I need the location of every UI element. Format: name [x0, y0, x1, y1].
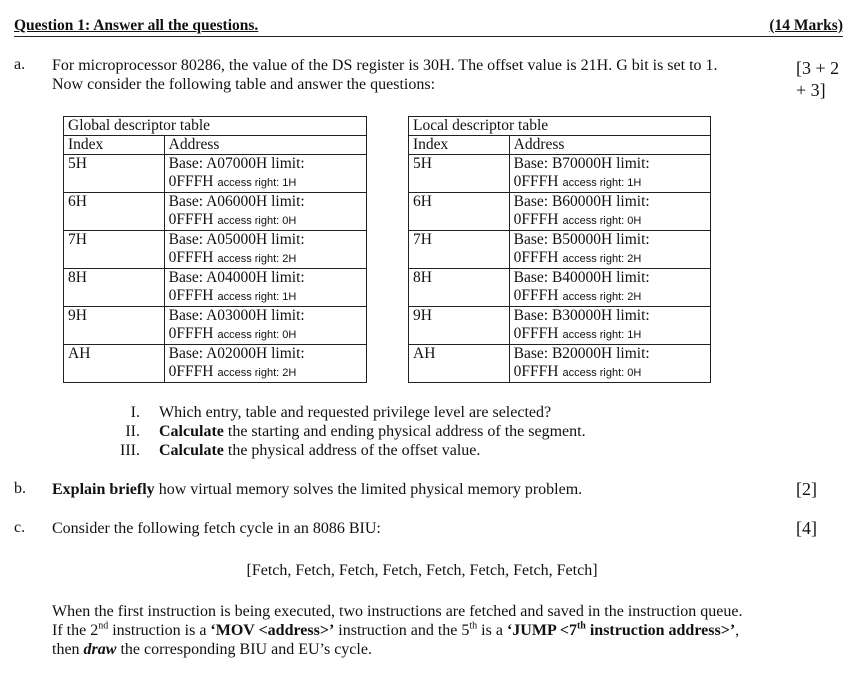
part-a-text [52, 56, 792, 94]
part-b-marks: [2] [796, 479, 817, 499]
address-cell [164, 307, 366, 345]
limit-text: 0FFFH [513, 287, 559, 304]
fetch-cycle: [Fetch, Fetch, Fetch, Fetch, Fetch, Fetch, Fetch, Fetch] [246, 562, 598, 579]
access-text: access right: 0H [562, 215, 642, 227]
limit-text: 0FFFH [513, 211, 559, 228]
part-b-label: b. [14, 480, 26, 497]
index-cell: 6H [64, 193, 165, 231]
local-table-caption: Local descriptor table [409, 117, 711, 136]
address-cell [509, 193, 710, 231]
table-row [64, 307, 367, 345]
local-descriptor-table [408, 116, 711, 383]
access-text: access right: 2H [562, 291, 642, 303]
base-text: Base: A07000H limit: [168, 155, 305, 172]
limit-text: 0FFFH [513, 325, 559, 342]
index-cell: 8H [64, 269, 165, 307]
address-cell [164, 231, 366, 269]
part-a-line1: For microprocessor 80286, the value of the DS register is 30H. The offset value is 21H. G bit is set to 1. [52, 57, 718, 74]
table-row [64, 231, 367, 269]
index-cell: 5H [64, 155, 165, 193]
address-cell [164, 155, 366, 193]
limit-text: 0FFFH [168, 249, 214, 266]
part-a-label: a. [14, 56, 26, 73]
table-row [409, 345, 711, 383]
base-text: Base: A04000H limit: [168, 269, 305, 286]
part-c-line3 [52, 640, 852, 659]
superscript: nd [98, 620, 109, 632]
part-b-body: how virtual memory solves the limited physical memory problem. [154, 481, 583, 498]
index-cell: 6H [409, 193, 510, 231]
subquestion-number: I. [130, 404, 140, 421]
part-c-line1: When the first instruction is being executed, two instructions are fetched and saved in the instruction queue. [52, 603, 743, 620]
table-row [409, 193, 711, 231]
limit-text: 0FFFH [513, 249, 559, 266]
draw-emphasis: draw [83, 641, 117, 658]
limit-text: 0FFFH [513, 173, 559, 190]
address-cell [509, 231, 710, 269]
superscript: th [576, 620, 586, 632]
global-table-caption: Global descriptor table [64, 117, 367, 136]
part-a-marks-line1: [3 + 2 [796, 58, 840, 78]
index-cell: 8H [409, 269, 510, 307]
local-col-index: Index [409, 136, 510, 155]
table-row [409, 269, 711, 307]
base-text: Base: B70000H limit: [513, 155, 650, 172]
access-text: access right: 0H [217, 329, 297, 341]
index-cell: 9H [409, 307, 510, 345]
local-col-address: Address [509, 136, 710, 155]
limit-text: 0FFFH [168, 325, 214, 342]
access-text: access right: 1H [217, 291, 297, 303]
address-cell [509, 345, 710, 383]
table-row [64, 345, 367, 383]
subquestion-text: the starting and ending physical address of the segment. [223, 423, 586, 440]
list-item [100, 403, 740, 422]
table-row [409, 155, 711, 193]
base-text: Base: A03000H limit: [168, 307, 305, 324]
jump-instruction-end: instruction address>’ [585, 622, 736, 639]
text-run: the corresponding BIU and EU’s cycle. [116, 641, 372, 658]
table-row [409, 231, 711, 269]
access-text: access right: 1H [217, 177, 297, 189]
limit-text: 0FFFH [168, 287, 214, 304]
base-text: Base: B30000H limit: [513, 307, 650, 324]
superscript: th [469, 620, 478, 632]
part-b-text [52, 480, 582, 499]
subquestion-number: III. [120, 442, 140, 459]
global-descriptor-table [63, 116, 367, 383]
access-text: access right: 2H [217, 253, 297, 265]
subquestion-text: the physical address of the offset value. [223, 442, 481, 459]
index-cell: 7H [409, 231, 510, 269]
base-text: Base: B50000H limit: [513, 231, 650, 248]
part-c-label: c. [14, 519, 26, 536]
list-item [100, 441, 740, 460]
text-run: , [735, 622, 740, 639]
address-cell [164, 193, 366, 231]
index-cell: 7H [64, 231, 165, 269]
jump-instruction: ‘JUMP <7 [506, 622, 577, 639]
table-row [409, 307, 711, 345]
list-item [100, 422, 740, 441]
index-cell: 9H [64, 307, 165, 345]
part-b-bold: Explain briefly [52, 481, 155, 498]
address-cell [509, 307, 710, 345]
subquestion-text: Which entry, table and requested privilege level are selected? [159, 404, 552, 421]
base-text: Base: A05000H limit: [168, 231, 305, 248]
table-row [64, 269, 367, 307]
limit-text: 0FFFH [168, 173, 214, 190]
global-col-address: Address [164, 136, 366, 155]
address-cell [509, 155, 710, 193]
part-c-text: Consider the following fetch cycle in an 8086 BIU: [52, 520, 381, 537]
question-marks: (14 Marks) [769, 17, 843, 34]
text-run: is a [477, 622, 507, 639]
access-text: access right: 1H [562, 329, 642, 341]
part-a-marks-line2: + 3] [796, 80, 826, 100]
text-run: instruction is a [108, 622, 211, 639]
text-run: If the 2 [52, 622, 99, 639]
text-run: instruction and the 5 [334, 622, 470, 639]
base-text: Base: B40000H limit: [513, 269, 650, 286]
access-text: access right: 0H [217, 215, 297, 227]
part-a-marks [796, 57, 839, 101]
part-c-paragraph [52, 602, 852, 659]
limit-text: 0FFFH [168, 363, 214, 380]
subquestion-bold: Calculate [159, 423, 224, 440]
global-col-index: Index [64, 136, 165, 155]
base-text: Base: B60000H limit: [513, 193, 650, 210]
address-cell [164, 269, 366, 307]
table-row [64, 155, 367, 193]
table-row [64, 193, 367, 231]
text-run: then [52, 641, 84, 658]
limit-text: 0FFFH [513, 363, 559, 380]
title-rule [14, 36, 843, 37]
subquestion-bold: Calculate [159, 442, 224, 459]
index-cell: 5H [409, 155, 510, 193]
part-c-line2 [52, 621, 852, 640]
base-text: Base: B20000H limit: [513, 345, 650, 362]
subquestion-number: II. [125, 423, 140, 440]
address-cell [164, 345, 366, 383]
part-c-marks: [4] [796, 518, 817, 538]
access-text: access right: 2H [217, 367, 297, 379]
limit-text: 0FFFH [168, 211, 214, 228]
address-cell [509, 269, 710, 307]
access-text: access right: 1H [562, 177, 642, 189]
question-title: Question 1: Answer all the questions. [14, 17, 259, 34]
mov-instruction: ‘MOV <address>’ [210, 622, 335, 639]
part-a-line2: Now consider the following table and answer the questions: [52, 76, 436, 93]
subquestion-list [100, 403, 740, 460]
access-text: access right: 2H [562, 253, 642, 265]
base-text: Base: A06000H limit: [168, 193, 305, 210]
index-cell: AH [64, 345, 165, 383]
access-text: access right: 0H [562, 367, 642, 379]
base-text: Base: A02000H limit: [168, 345, 305, 362]
index-cell: AH [409, 345, 510, 383]
